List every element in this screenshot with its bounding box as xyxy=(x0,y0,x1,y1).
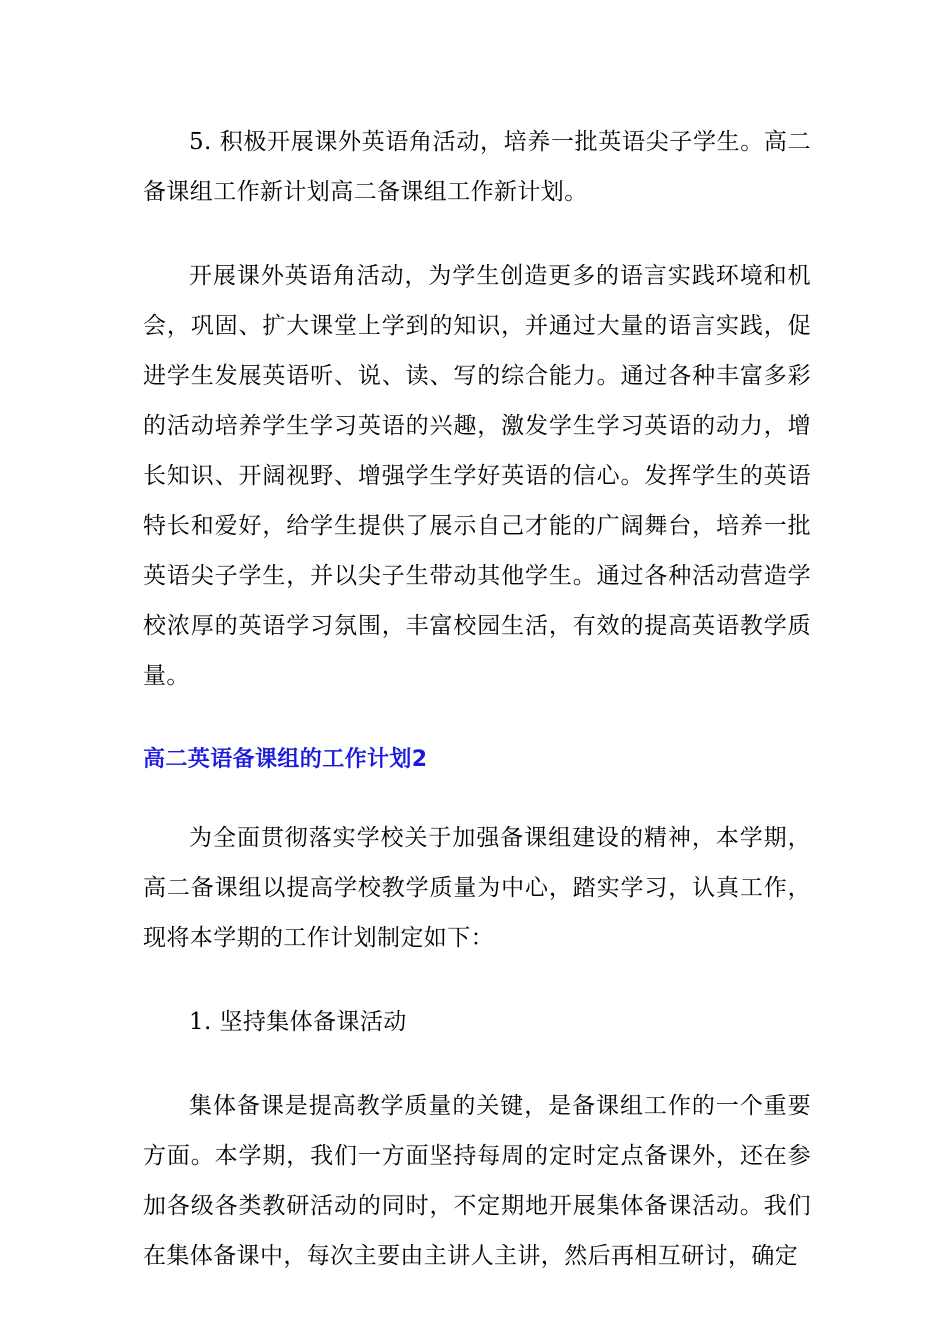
paragraph-collective-lesson-prep: 集体备课是提高教学质量的关键，是备课组工作的一个重要方面。本学期，我们一方面坚持每周的定时定点备课外，还在参加各级各类教研活动的同时，不定期地开展集体备课活动。我们在集体备课中，每次主要由主讲人主讲，然后再相互研讨，确定 xyxy=(143,1093,811,1269)
paragraph-intro: 为全面贯彻落实学校关于加强备课组建设的精神，本学期，高二备课组以提高学校教学质量为中心，踏实学习，认真工作，现将本学期的工作计划制定如下： xyxy=(143,825,811,951)
paragraph-english-corner-item: 5. 积极开展课外英语角活动，培养一批英语尖子学生。高二备课组工作新计划高二备课组工作新计划。 xyxy=(143,129,811,205)
section-heading: 高二英语备课组的工作计划2 xyxy=(143,747,428,772)
document-page xyxy=(143,117,811,1281)
paragraph-english-corner-details: 开展课外英语角活动，为学生创造更多的语言实践环境和机会，巩固、扩大课堂上学到的知识，并通过大量的语言实践，促进学生发展英语听、说、读、写的综合能力。通过各种丰富多彩的活动培养学生学习英语的兴趣，激发学生学习英语的动力，增长知识、开阔视野、增强学生学好英语的信心。发挥学生的英语特长和爱好，给学生提供了展示自己才能的广阔舞台，培养一批英语尖子学生，并以尖子生带动其他学生。通过各种活动营造学校浓厚的英语学习氛围，丰富校园生活，有效的提高英语教学质量。 xyxy=(143,263,811,689)
paragraph-item-1: 1. 坚持集体备课活动 xyxy=(189,1009,407,1035)
